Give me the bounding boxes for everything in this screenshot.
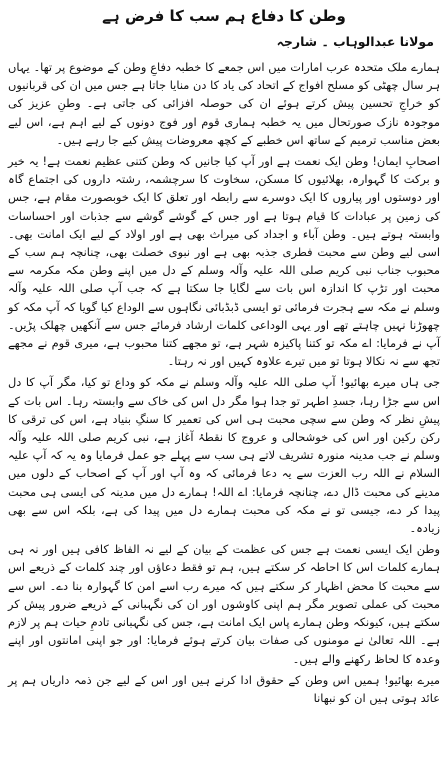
article-paragraph: جی ہاں میرے بھائیو! آپ صلی اللہ علیہ وآلہ وسلم نے مکہ کو وداع تو کیا، مگر آپ کا دل اس سے جڑا رہا، جسدِ اطہر تو جدا ہوا مگر دل اس کی خاک سے وابستہ رہا۔ اس بات کے پیشِ نظر کہ وطن سے سچی محبت ہی اس کی تعمیر کا سنگِ بنیاد ہے، اس کی ترقی کا رکن رکین اور اس کی خوشحالی و عروج کا نقطۂ آغاز ہے، نبی کریم صلی اللہ علیہ وآلہ وسلم نے جب مدینہ منورہ تشریف لاتے ہی سب سے پہلے جو عمل فرمایا وہ یہ کہ آپ علیہ السلام نے اللہ رب العزت سے یہ دعا فرمائی کہ وہ آپ اور آپ کے اصحاب کے دلوں میں مدینے کی محبت ڈال دے، چنانچہ فرمایا: اے اللہ! ہمارے دل میں مدینہ کی ایسی ہی محبت پیدا کر دے، جیسی تو نے مکہ کی محبت ہمارے دل میں پیدا کی ہے، بلکہ اس سے بھی زیادہ۔ [8,375,440,536]
article-title: وطن کا دفاع ہم سب کا فرض ہے [102,7,346,25]
article-author: مولانا عبدالوہاب ۔ شارجہ [276,34,434,49]
article-paragraph: اصحابِ ایمان! وطن ایک نعمت ہے اور آپ کیا جانیں کہ وطن کتنی عظیم نعمت ہے! یہ خیر و برکت کا گہوارہ، بھلائیوں کا مسکن، سخاوت کا سرچشمہ، رشتہ داروں کی اجتماع گاہ اور دوستوں اور پیاروں کا ایک دوسرے سے رابطہ اور تعلق کا ایک خوبصورت مقام ہے، جس کی زمین پر عبادات کا قیام ہوتا ہے اور جس کے گوشے گوشے سے جذبات اور احساسات وابستہ ہوتے ہیں۔ وطن آباء و اجداد کی میراث بھی ہے اور اولاد کے لیے ایک امانت بھی۔ اسی لیے وطن سے محبت فطری جذبہ بھی ہے اور نبوی خصلت بھی، چنانچہ ہم سب کے محبوب جناب نبی کریم صلی اللہ علیہ وآلہ وسلم کے دل میں اپنے وطن مکہ مکرمہ سے محبت اور تڑپ کا اندازہ اس بات سے لگایا جا سکتا ہے کہ جب آپ صلی اللہ علیہ وآلہ وسلم نے مکہ سے ہجرت فرمائی تو ایسی ڈبڈبائی نگاہوں سے الوداع کیا گویا کہ آپ مکہ کو چھوڑنا نہیں چاہتے تھے اور یہی الوداعی کلمات ارشاد فرمائے جس سے آنکھیں چھلک پڑیں۔ آپ نے فرمایا: اے مکہ تو کتنا پاکیزہ شہر ہے، تو مجھے کتنا محبوب ہے، میری قوم نے مجھے تجھ سے نہ نکالا ہوتا تو میں تیرے علاوہ کہیں اور نہ رہتا۔ [8,154,440,369]
article-paragraph: وطن ایک ایسی نعمت ہے جس کی عظمت کے بیان کے لیے نہ الفاظ کافی ہیں اور نہ ہی ہمارے کلمات اس کا احاطہ کر سکتے ہیں، ہم تو فقط دعاؤں اور چند کلمات کے ذریعے اس سے محبت کا محض اظہار کر سکتے ہیں کہ میرے رب اسے امن کا گہوارہ بنا دے۔ اس سے محبت کی عملی تصویر مگر ہم اپنی کاوشوں اور ان کی نگہبانی کے ذریعے ضرور پیش کر سکتے ہیں، کیونکہ وطن ہمارے پاس ایک امانت ہے، جس کی نگہبانی تادمِ حیات ہم پر لازم ہے۔ اللہ تعالیٰ نے مومنوں کی صفات بیان کرتے ہوئے فرمایا: اور جو اپنی امانتوں اور اپنے وعدہ کا لحاظ رکھنے والے ہیں۔ [8,542,440,666]
article-paragraph: میرے بھائیو! ہمیں اس وطن کے حقوق ادا کرنے ہیں اور اس کے لیے جن ذمہ داریاں ہم پر عائد ہوتی ہیں ان کو نبھانا [8,672,440,705]
article-paragraph: ہمارے ملک متحدہ عرب امارات میں اس جمعے کا خطبہ دفاعِ وطن کے موضوع پر تھا۔ یہاں ہر سال چھٹی کو مسلح افواج کے اتحاد کی یاد کا دن منایا جاتا ہے جس میں ان کی قربانیوں کو خراجِ تحسین پیش کرتے ہوئے ان کی حوصلہ افزائی کی جاتی ہے۔ وطنِ عزیز کی موجودہ نازک صورتحال میں یہ خطبہ ہماری قوم اور فوج دونوں کے لیے اہم ہے، اس لیے بعض مناسب ترمیم کے ساتھ اس خطبے کے کچھ معروضات پیش کیے جا رہے ہیں۔ [8,60,440,147]
